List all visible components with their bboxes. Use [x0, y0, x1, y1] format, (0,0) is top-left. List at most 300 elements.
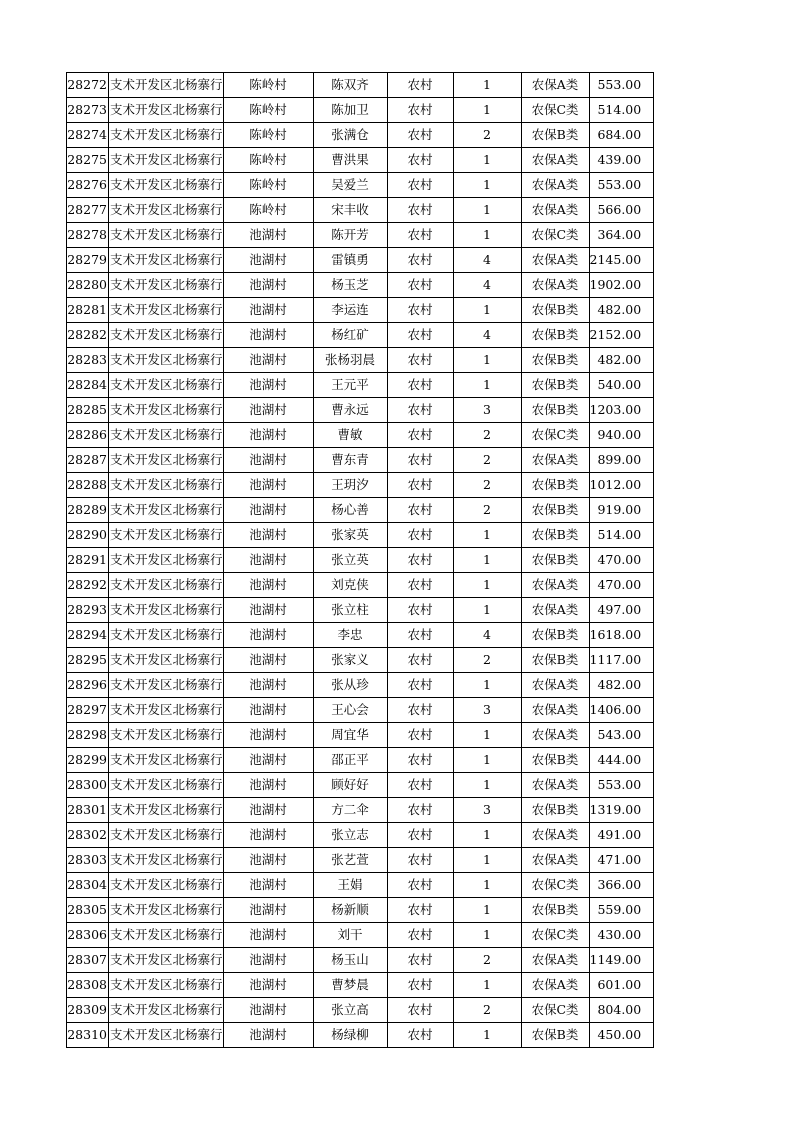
record-id-cell: 28305: [67, 898, 109, 923]
village-cell: 池湖村: [223, 748, 313, 773]
table-row: [67, 223, 654, 248]
insurance-category-cell: 农保B类: [521, 898, 589, 923]
person-name-cell: 陈加卫: [313, 98, 387, 123]
household-count-cell: 1: [453, 598, 521, 623]
organization-cell: 支术开发区北杨寨行: [109, 673, 224, 698]
person-name-cell: 张满仓: [313, 123, 387, 148]
table-row: [67, 648, 654, 673]
organization-cell: 支术开发区北杨寨行: [109, 198, 224, 223]
allowance-table: [66, 72, 654, 1048]
person-name-cell: 张家英: [313, 523, 387, 548]
person-name-cell: 曹洪果: [313, 148, 387, 173]
insurance-category-cell: 农保B类: [521, 373, 589, 398]
household-count-cell: 1: [453, 523, 521, 548]
person-name-cell: 刘克侠: [313, 573, 387, 598]
village-cell: 池湖村: [223, 498, 313, 523]
amount-cell: 471.00: [589, 848, 654, 873]
amount-cell: 470.00: [589, 573, 654, 598]
record-id-cell: 28310: [67, 1023, 109, 1048]
person-name-cell: 刘干: [313, 923, 387, 948]
village-cell: 陈岭村: [223, 123, 313, 148]
village-cell: 池湖村: [223, 248, 313, 273]
record-id-cell: 28296: [67, 673, 109, 698]
area-type-cell: 农村: [387, 923, 453, 948]
area-type-cell: 农村: [387, 323, 453, 348]
household-count-cell: 2: [453, 448, 521, 473]
organization-cell: 支术开发区北杨寨行: [109, 823, 224, 848]
organization-cell: 支术开发区北杨寨行: [109, 223, 224, 248]
village-cell: 池湖村: [223, 648, 313, 673]
village-cell: 陈岭村: [223, 98, 313, 123]
organization-cell: 支术开发区北杨寨行: [109, 298, 224, 323]
record-id-cell: 28273: [67, 98, 109, 123]
record-id-cell: 28301: [67, 798, 109, 823]
record-id-cell: 28280: [67, 273, 109, 298]
amount-cell: 2152.00: [589, 323, 654, 348]
person-name-cell: 王心会: [313, 698, 387, 723]
record-id-cell: 28282: [67, 323, 109, 348]
person-name-cell: 周宜华: [313, 723, 387, 748]
table-row: [67, 873, 654, 898]
insurance-category-cell: 农保A类: [521, 573, 589, 598]
organization-cell: 支术开发区北杨寨行: [109, 623, 224, 648]
organization-cell: 支术开发区北杨寨行: [109, 773, 224, 798]
record-id-cell: 28308: [67, 973, 109, 998]
amount-cell: 1406.00: [589, 698, 654, 723]
organization-cell: 支术开发区北杨寨行: [109, 523, 224, 548]
household-count-cell: 1: [453, 298, 521, 323]
record-id-cell: 28291: [67, 548, 109, 573]
village-cell: 陈岭村: [223, 198, 313, 223]
record-id-cell: 28294: [67, 623, 109, 648]
village-cell: 池湖村: [223, 348, 313, 373]
organization-cell: 支术开发区北杨寨行: [109, 248, 224, 273]
table-body: [67, 73, 654, 1048]
village-cell: 池湖村: [223, 948, 313, 973]
table-row: [67, 573, 654, 598]
insurance-category-cell: 农保A类: [521, 598, 589, 623]
record-id-cell: 28286: [67, 423, 109, 448]
record-id-cell: 28279: [67, 248, 109, 273]
village-cell: 池湖村: [223, 223, 313, 248]
table-row: [67, 123, 654, 148]
amount-cell: 1012.00: [589, 473, 654, 498]
person-name-cell: 杨心善: [313, 498, 387, 523]
household-count-cell: 1: [453, 73, 521, 98]
record-id-cell: 28299: [67, 748, 109, 773]
area-type-cell: 农村: [387, 498, 453, 523]
amount-cell: 684.00: [589, 123, 654, 148]
organization-cell: 支术开发区北杨寨行: [109, 998, 224, 1023]
area-type-cell: 农村: [387, 448, 453, 473]
area-type-cell: 农村: [387, 798, 453, 823]
insurance-category-cell: 农保B类: [521, 498, 589, 523]
area-type-cell: 农村: [387, 423, 453, 448]
person-name-cell: 曹梦晨: [313, 973, 387, 998]
person-name-cell: 张家义: [313, 648, 387, 673]
amount-cell: 919.00: [589, 498, 654, 523]
area-type-cell: 农村: [387, 598, 453, 623]
area-type-cell: 农村: [387, 348, 453, 373]
insurance-category-cell: 农保B类: [521, 123, 589, 148]
person-name-cell: 张立志: [313, 823, 387, 848]
insurance-category-cell: 农保C类: [521, 223, 589, 248]
table-row: [67, 1023, 654, 1048]
area-type-cell: 农村: [387, 198, 453, 223]
person-name-cell: 杨绿柳: [313, 1023, 387, 1048]
record-id-cell: 28284: [67, 373, 109, 398]
insurance-category-cell: 农保C类: [521, 98, 589, 123]
area-type-cell: 农村: [387, 523, 453, 548]
insurance-category-cell: 农保B类: [521, 648, 589, 673]
village-cell: 池湖村: [223, 898, 313, 923]
person-name-cell: 杨新顺: [313, 898, 387, 923]
organization-cell: 支术开发区北杨寨行: [109, 548, 224, 573]
organization-cell: 支术开发区北杨寨行: [109, 348, 224, 373]
person-name-cell: 张从珍: [313, 673, 387, 698]
organization-cell: 支术开发区北杨寨行: [109, 948, 224, 973]
insurance-category-cell: 农保A类: [521, 273, 589, 298]
village-cell: 陈岭村: [223, 73, 313, 98]
area-type-cell: 农村: [387, 473, 453, 498]
record-id-cell: 28303: [67, 848, 109, 873]
organization-cell: 支术开发区北杨寨行: [109, 573, 224, 598]
village-cell: 池湖村: [223, 273, 313, 298]
record-id-cell: 28281: [67, 298, 109, 323]
person-name-cell: 王玥汐: [313, 473, 387, 498]
village-cell: 池湖村: [223, 848, 313, 873]
table-row: [67, 973, 654, 998]
household-count-cell: 4: [453, 323, 521, 348]
village-cell: 陈岭村: [223, 173, 313, 198]
organization-cell: 支术开发区北杨寨行: [109, 448, 224, 473]
household-count-cell: 4: [453, 273, 521, 298]
amount-cell: 482.00: [589, 673, 654, 698]
organization-cell: 支术开发区北杨寨行: [109, 473, 224, 498]
village-cell: 池湖村: [223, 623, 313, 648]
household-count-cell: 1: [453, 723, 521, 748]
organization-cell: 支术开发区北杨寨行: [109, 748, 224, 773]
amount-cell: 430.00: [589, 923, 654, 948]
household-count-cell: 2: [453, 123, 521, 148]
table-row: [67, 173, 654, 198]
organization-cell: 支术开发区北杨寨行: [109, 423, 224, 448]
household-count-cell: 1: [453, 873, 521, 898]
village-cell: 池湖村: [223, 448, 313, 473]
village-cell: 池湖村: [223, 373, 313, 398]
insurance-category-cell: 农保B类: [521, 348, 589, 373]
table-row: [67, 498, 654, 523]
record-id-cell: 28274: [67, 123, 109, 148]
household-count-cell: 1: [453, 348, 521, 373]
area-type-cell: 农村: [387, 648, 453, 673]
organization-cell: 支术开发区北杨寨行: [109, 873, 224, 898]
record-id-cell: 28289: [67, 498, 109, 523]
organization-cell: 支术开发区北杨寨行: [109, 973, 224, 998]
village-cell: 池湖村: [223, 673, 313, 698]
village-cell: 池湖村: [223, 548, 313, 573]
area-type-cell: 农村: [387, 123, 453, 148]
village-cell: 池湖村: [223, 473, 313, 498]
insurance-category-cell: 农保A类: [521, 673, 589, 698]
insurance-category-cell: 农保C类: [521, 423, 589, 448]
table-row: [67, 523, 654, 548]
table-row: [67, 348, 654, 373]
household-count-cell: 2: [453, 998, 521, 1023]
record-id-cell: 28293: [67, 598, 109, 623]
area-type-cell: 农村: [387, 623, 453, 648]
table-row: [67, 148, 654, 173]
insurance-category-cell: 农保B类: [521, 1023, 589, 1048]
table-row: [67, 298, 654, 323]
organization-cell: 支术开发区北杨寨行: [109, 698, 224, 723]
person-name-cell: 张立高: [313, 998, 387, 1023]
area-type-cell: 农村: [387, 998, 453, 1023]
area-type-cell: 农村: [387, 748, 453, 773]
household-count-cell: 3: [453, 698, 521, 723]
amount-cell: 553.00: [589, 773, 654, 798]
village-cell: 池湖村: [223, 323, 313, 348]
insurance-category-cell: 农保A类: [521, 698, 589, 723]
household-count-cell: 1: [453, 98, 521, 123]
organization-cell: 支术开发区北杨寨行: [109, 648, 224, 673]
record-id-cell: 28300: [67, 773, 109, 798]
organization-cell: 支术开发区北杨寨行: [109, 173, 224, 198]
table-row: [67, 473, 654, 498]
household-count-cell: 1: [453, 848, 521, 873]
table-row: [67, 73, 654, 98]
person-name-cell: 曹东青: [313, 448, 387, 473]
area-type-cell: 农村: [387, 223, 453, 248]
household-count-cell: 1: [453, 898, 521, 923]
table-row: [67, 798, 654, 823]
amount-cell: 1618.00: [589, 623, 654, 648]
person-name-cell: 陈双齐: [313, 73, 387, 98]
table-row: [67, 923, 654, 948]
amount-cell: 1117.00: [589, 648, 654, 673]
insurance-category-cell: 农保C类: [521, 998, 589, 1023]
insurance-category-cell: 农保A类: [521, 973, 589, 998]
table-row: [67, 773, 654, 798]
table-row: [67, 998, 654, 1023]
record-id-cell: 28275: [67, 148, 109, 173]
record-id-cell: 28298: [67, 723, 109, 748]
household-count-cell: 1: [453, 548, 521, 573]
household-count-cell: 2: [453, 648, 521, 673]
insurance-category-cell: 农保B类: [521, 748, 589, 773]
area-type-cell: 农村: [387, 848, 453, 873]
area-type-cell: 农村: [387, 373, 453, 398]
amount-cell: 899.00: [589, 448, 654, 473]
insurance-category-cell: 农保B类: [521, 323, 589, 348]
village-cell: 池湖村: [223, 298, 313, 323]
record-id-cell: 28302: [67, 823, 109, 848]
household-count-cell: 2: [453, 948, 521, 973]
organization-cell: 支术开发区北杨寨行: [109, 848, 224, 873]
amount-cell: 1902.00: [589, 273, 654, 298]
amount-cell: 514.00: [589, 523, 654, 548]
household-count-cell: 1: [453, 923, 521, 948]
insurance-category-cell: 农保B类: [521, 298, 589, 323]
household-count-cell: 1: [453, 773, 521, 798]
household-count-cell: 1: [453, 373, 521, 398]
village-cell: 池湖村: [223, 798, 313, 823]
amount-cell: 804.00: [589, 998, 654, 1023]
village-cell: 池湖村: [223, 573, 313, 598]
area-type-cell: 农村: [387, 773, 453, 798]
insurance-category-cell: 农保B类: [521, 473, 589, 498]
amount-cell: 940.00: [589, 423, 654, 448]
household-count-cell: 3: [453, 798, 521, 823]
insurance-category-cell: 农保A类: [521, 173, 589, 198]
household-count-cell: 2: [453, 473, 521, 498]
amount-cell: 364.00: [589, 223, 654, 248]
table-row: [67, 598, 654, 623]
person-name-cell: 吴爱兰: [313, 173, 387, 198]
area-type-cell: 农村: [387, 248, 453, 273]
village-cell: 池湖村: [223, 773, 313, 798]
household-count-cell: 4: [453, 248, 521, 273]
insurance-category-cell: 农保A类: [521, 73, 589, 98]
area-type-cell: 农村: [387, 398, 453, 423]
person-name-cell: 陈开芳: [313, 223, 387, 248]
village-cell: 池湖村: [223, 598, 313, 623]
village-cell: 池湖村: [223, 423, 313, 448]
household-count-cell: 1: [453, 573, 521, 598]
area-type-cell: 农村: [387, 723, 453, 748]
person-name-cell: 王元平: [313, 373, 387, 398]
insurance-category-cell: 农保B类: [521, 523, 589, 548]
person-name-cell: 王娟: [313, 873, 387, 898]
person-name-cell: 杨玉芝: [313, 273, 387, 298]
record-id-cell: 28278: [67, 223, 109, 248]
organization-cell: 支术开发区北杨寨行: [109, 123, 224, 148]
insurance-category-cell: 农保A类: [521, 948, 589, 973]
insurance-category-cell: 农保A类: [521, 773, 589, 798]
person-name-cell: 顾好好: [313, 773, 387, 798]
record-id-cell: 28276: [67, 173, 109, 198]
record-id-cell: 28283: [67, 348, 109, 373]
record-id-cell: 28290: [67, 523, 109, 548]
insurance-category-cell: 农保A类: [521, 248, 589, 273]
amount-cell: 1319.00: [589, 798, 654, 823]
household-count-cell: 1: [453, 223, 521, 248]
record-id-cell: 28306: [67, 923, 109, 948]
person-name-cell: 方二伞: [313, 798, 387, 823]
area-type-cell: 农村: [387, 173, 453, 198]
organization-cell: 支术开发区北杨寨行: [109, 373, 224, 398]
person-name-cell: 邵正平: [313, 748, 387, 773]
area-type-cell: 农村: [387, 873, 453, 898]
village-cell: 池湖村: [223, 998, 313, 1023]
insurance-category-cell: 农保C类: [521, 923, 589, 948]
area-type-cell: 农村: [387, 148, 453, 173]
table-row: [67, 698, 654, 723]
person-name-cell: 李运连: [313, 298, 387, 323]
table-row: [67, 273, 654, 298]
area-type-cell: 农村: [387, 673, 453, 698]
area-type-cell: 农村: [387, 973, 453, 998]
household-count-cell: 1: [453, 198, 521, 223]
table-row: [67, 98, 654, 123]
household-count-cell: 2: [453, 498, 521, 523]
village-cell: 池湖村: [223, 973, 313, 998]
household-count-cell: 1: [453, 973, 521, 998]
insurance-category-cell: 农保A类: [521, 848, 589, 873]
insurance-category-cell: 农保A类: [521, 723, 589, 748]
area-type-cell: 农村: [387, 1023, 453, 1048]
organization-cell: 支术开发区北杨寨行: [109, 798, 224, 823]
amount-cell: 1203.00: [589, 398, 654, 423]
amount-cell: 601.00: [589, 973, 654, 998]
amount-cell: 543.00: [589, 723, 654, 748]
record-id-cell: 28272: [67, 73, 109, 98]
amount-cell: 482.00: [589, 298, 654, 323]
village-cell: 池湖村: [223, 723, 313, 748]
record-id-cell: 28307: [67, 948, 109, 973]
area-type-cell: 农村: [387, 823, 453, 848]
person-name-cell: 张杨羽晨: [313, 348, 387, 373]
table-row: [67, 548, 654, 573]
person-name-cell: 张立英: [313, 548, 387, 573]
amount-cell: 497.00: [589, 598, 654, 623]
table-row: [67, 323, 654, 348]
village-cell: 陈岭村: [223, 148, 313, 173]
village-cell: 池湖村: [223, 698, 313, 723]
area-type-cell: 农村: [387, 548, 453, 573]
village-cell: 池湖村: [223, 823, 313, 848]
insurance-category-cell: 农保A类: [521, 198, 589, 223]
amount-cell: 540.00: [589, 373, 654, 398]
insurance-category-cell: 农保A类: [521, 823, 589, 848]
amount-cell: 566.00: [589, 198, 654, 223]
household-count-cell: 1: [453, 673, 521, 698]
amount-cell: 514.00: [589, 98, 654, 123]
table-row: [67, 623, 654, 648]
person-name-cell: 杨玉山: [313, 948, 387, 973]
table-row: [67, 848, 654, 873]
household-count-cell: 1: [453, 823, 521, 848]
village-cell: 池湖村: [223, 873, 313, 898]
table-row: [67, 248, 654, 273]
amount-cell: 450.00: [589, 1023, 654, 1048]
village-cell: 池湖村: [223, 398, 313, 423]
household-count-cell: 1: [453, 748, 521, 773]
organization-cell: 支术开发区北杨寨行: [109, 723, 224, 748]
record-id-cell: 28285: [67, 398, 109, 423]
record-id-cell: 28287: [67, 448, 109, 473]
amount-cell: 482.00: [589, 348, 654, 373]
organization-cell: 支术开发区北杨寨行: [109, 1023, 224, 1048]
area-type-cell: 农村: [387, 273, 453, 298]
person-name-cell: 曹敏: [313, 423, 387, 448]
person-name-cell: 张艺萱: [313, 848, 387, 873]
area-type-cell: 农村: [387, 98, 453, 123]
insurance-category-cell: 农保B类: [521, 548, 589, 573]
person-name-cell: 宋丰收: [313, 198, 387, 223]
insurance-category-cell: 农保B类: [521, 623, 589, 648]
record-id-cell: 28297: [67, 698, 109, 723]
organization-cell: 支术开发区北杨寨行: [109, 98, 224, 123]
record-id-cell: 28288: [67, 473, 109, 498]
table-row: [67, 198, 654, 223]
table-row: [67, 423, 654, 448]
amount-cell: 439.00: [589, 148, 654, 173]
record-id-cell: 28304: [67, 873, 109, 898]
area-type-cell: 农村: [387, 698, 453, 723]
table-row: [67, 373, 654, 398]
record-id-cell: 28277: [67, 198, 109, 223]
